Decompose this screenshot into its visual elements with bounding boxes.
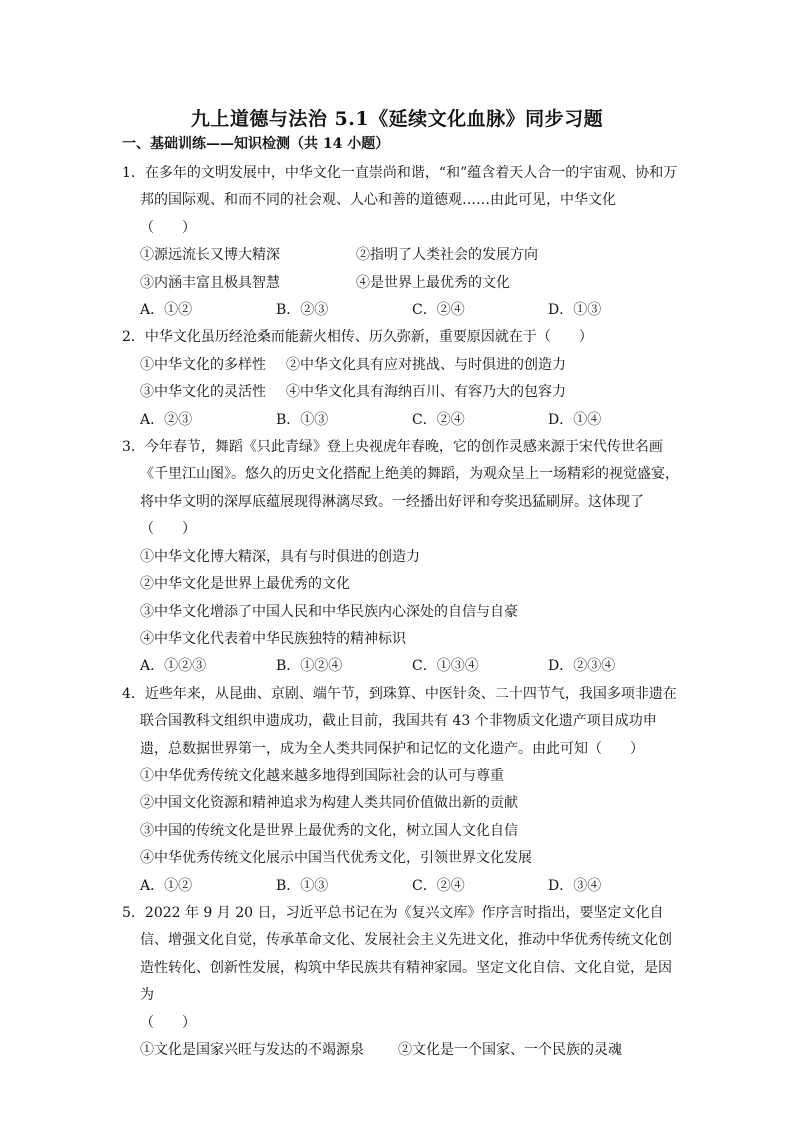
question-stem: 5．2022 年 9 月 20 日，习近平总书记在为《复兴文库》作序言时指出，要坚定文化自信、增强文化自觉，传承革命文化、发展社会主义先进文化，推动中华优秀传统文化创造性转化、创新性发展，构筑中华民族共有精神家园。坚定文化自信、文化自觉，是因为 [122,904,672,1004]
choice-b[interactable]: B．①②④ [276,658,343,675]
option-statement: ③中华文化增添了中国人民和中华民族内心深处的自信与自豪 [140,603,518,620]
answer-choices [122,653,682,680]
option-statement: ④是世界上最优秀的文化 [356,274,510,291]
option-statement: ③内涵丰富且极具智慧 [140,274,280,291]
page-title: 九上道德与法治 5.1《延续文化血脉》同步习题 [190,108,604,130]
choice-b[interactable]: B．①③ [276,411,329,428]
answer-blank: （ ） [140,219,196,236]
choice-a[interactable]: A．①②③ [140,658,207,675]
option-statement: ③中国的传统文化是世界上最优秀的文化，树立国人文化自信 [140,822,518,839]
choice-c[interactable]: C．②④ [412,302,465,319]
question-1 [122,160,682,324]
question-3 [122,434,682,681]
option-statement: ②中华文化具有应对挑战、与时俱进的创造力 [286,356,566,373]
choice-a[interactable]: A．①② [140,302,193,319]
choice-d[interactable]: D．①③ [548,302,602,319]
option-statement: ①中华优秀传统文化越来越多地得到国际社会的认可与尊重 [140,767,504,784]
section-heading: 一、基础训练——知识检测（共 14 小题） [122,136,390,152]
answer-choices [122,873,682,900]
option-row [122,352,682,379]
question-4 [122,681,682,900]
answer-blank: （ ） [140,521,196,538]
question-stem: 2．中华文化虽历经沧桑而能薪火相传、历久弥新，重要原因就在于（ ） [122,329,593,346]
option-statement: ②中国文化资源和精神追求为构建人类共同价值做出新的贡献 [140,795,518,812]
answer-blank: （ ） [140,1014,196,1031]
choice-a[interactable]: A．①② [140,877,193,894]
answer-choices [122,297,682,324]
choice-c[interactable]: C．②④ [412,877,465,894]
choice-d[interactable]: D．①④ [548,411,602,428]
choice-b[interactable]: B．①③ [276,877,329,894]
option-statement: ②文化是一个国家、一个民族的灵魂 [398,1042,622,1058]
answer-choices [122,407,682,434]
option-statement: ①中华文化博大精深，具有与时俱进的创造力 [140,548,420,565]
option-row [122,242,682,269]
option-statement: ④中华文化具有海纳百川、有容乃大的包容力 [286,384,566,401]
question-2 [122,324,682,434]
option-row [122,270,682,297]
question-list [122,160,682,1064]
choice-c[interactable]: C．①③④ [412,658,479,675]
option-statement: ④中华优秀传统文化展示中国当代优秀文化，引领世界文化发展 [140,850,532,867]
option-statement: ③中华文化的灵活性 [140,384,266,401]
choice-d[interactable]: D．②③④ [548,658,616,675]
question-stem: 4．近些年来，从昆曲、京剧、端午节，到珠算、中医针灸、二十四节气，我国多项非遗在联合国教科文组织申遗成功，截止目前，我国共有 43 个非物质文化遗产项目成功申遗，总数据世界第一，成为全人类共同保护和记忆的文化遗产。由此可知（ ） [122,685,677,757]
choice-c[interactable]: C．②④ [412,411,465,428]
option-statement: ②指明了人类社会的发展方向 [356,247,538,264]
choice-a[interactable]: A．②③ [140,411,193,428]
option-statement: ①中华文化的多样性 [140,356,266,373]
option-statement: ②中华文化是世界上最优秀的文化 [140,576,350,593]
question-stem: 3．今年春节，舞蹈《只此青绿》登上央视虎年春晚，它的创作灵感来源于宋代传世名画《千里江山图》。悠久的历史文化搭配上绝美的舞蹈，为观众呈上一场精彩的视觉盛宴，将中华文明的深厚底蕴展现得淋漓尽致。一经播出好评和夸奖迅猛刷屏。这体现了 [122,439,679,510]
option-statement: ①源远流长又博大精深 [140,247,280,264]
option-statement: ④中华文化代表着中华民族独特的精神标识 [140,630,406,647]
question-stem: 1．在多年的文明发展中，中华文化一直崇尚和谐，“和”蕴含着天人合一的宇宙观、协和万邦的国际观、和而不同的社会观、人心和善的道德观……由此可见，中华文化 [122,165,678,209]
choice-b[interactable]: B．②③ [276,302,329,319]
choice-d[interactable]: D．③④ [548,877,602,894]
option-row [122,1037,682,1064]
question-5 [122,900,682,1064]
option-row [122,379,682,406]
option-statement: ①文化是国家兴旺与发达的不竭源泉 [140,1042,364,1058]
